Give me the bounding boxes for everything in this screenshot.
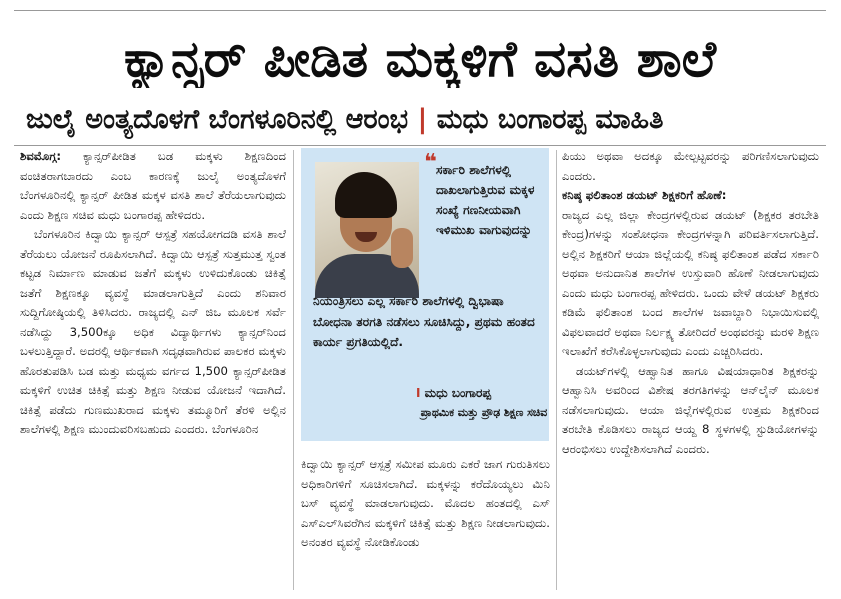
article-paragraph: ಬೆಂಗಳೂರಿನ ಕಿದ್ವಾಯಿ ಕ್ಯಾನ್ಸರ್ ಆಸ್ಪತ್ರೆ ಸಹಯೋಗದಡಿ ವಸತಿ ಶಾಲೆ ತೆರೆಯಲು ಯೋಜನೆ ರೂಪಿಸಲಾಗಿದೆ. ಕಿದ್ವಾಯಿ ಆಸ್ಪತ್ರೆ ಸುತ್ತಮುತ್ತ ಸ್ವಂತ ಕಟ್ಟಡ ನಿರ್ಮಾಣ ಮಾಡುವ ಜತೆಗೆ ಮಕ್ಕಳು ಉಳಿದುಕೊಂಡು ಚಿಕಿತ್ಸೆ ಜತೆಗೆ ಶಿಕ್ಷಣಕ್ಕೂ ವ್ಯವಸ್ಥೆ ಮಾಡಲಾಗುತ್ತಿದೆ ಎಂದು ಶನಿವಾರ ಸುದ್ದಿಗೋಷ್ಠಿಯಲ್ಲಿ ತಿಳಿಸಿದರು. ರಾಜ್ಯದಲ್ಲಿ ಎನ್ ಜಿಒ ಮೂಲಕ ಸರ್ವೆ ನಡೆಸಿದ್ದು 3,500ಕ್ಕೂ ಅಧಿಕ ವಿದ್ಯಾರ್ಥಿಗಳು ಕ್ಯಾನ್ಸರ್‌ನಿಂದ ಬಳಲುತ್ತಿದ್ದಾರೆ. ಅದರಲ್ಲಿ ಆರ್ಥಿಕವಾಗಿ ಸದೃಢವಾಗಿರುವ ಪಾಲಕರ ಮಕ್ಕಳು ಹೊರತುಪಡಿಸಿ ಬಡ ಮತ್ತು ಮಧ್ಯಮ ವರ್ಗದ 1,500 ಕ್ಯಾನ್ಸರ್‌ಪೀಡಿತ ಮಕ್ಕಳಿಗೆ ಉಚಿತ ಚಿಕಿತ್ಸೆ ಮತ್ತು ಶಿಕ್ಷಣ ನೀಡುವ ಯೋಜನೆ ಇದಾಗಿದೆ. ಚಿಕಿತ್ಸೆ ಪಡೆದು ಗುಣಮುಖರಾದ ಮಕ್ಕಳು ತಮ್ಮೂರಿಗೆ ತೆರಳಿ ಅಲ್ಲಿನ ಶಾಲೆಗಳಲ್ಲಿ ಶಿಕ್ಷಣ ಮುಂದುವರಿಸಬಹುದು ಎಂದರು. ಬೆಂಗಳೂರಿನ (20, 227, 286, 436)
quote-title: ಪ್ರಾಥಮಿಕ ಮತ್ತು ಪ್ರೌಢ ಶಿಕ್ಷಣ ಸಚಿವ (420, 406, 547, 419)
article-paragraph: ಪಿಯು ಅಥವಾ ಅದಕ್ಕೂ ಮೇಲ್ಪಟ್ಟವರನ್ನು ಪರಿಗಣಿಸಲಾಗುವುದು ಎಂದರು. (562, 149, 819, 183)
section-subheading: ಕನಿಷ್ಠ ಫಲಿತಾಂಶ ಡಯಟ್ ಶಿಕ್ಷಕರಿಗೆ ಹೊಣೆ: (562, 188, 727, 202)
minister-photo (315, 162, 419, 298)
quote-text-short: ಸರ್ಕಾರಿ ಶಾಲೆಗಳಲ್ಲಿ ದಾಖಲಾಗುತ್ತಿರುವ ಮಕ್ಕಳ ಸಂಖ್ಯೆ ಗಣನೀಯವಾಗಿ ಇಳಿಮುಖ ವಾಗುವುದನ್ನು (436, 163, 535, 237)
attribution-bar: I (416, 386, 421, 400)
quote-attribution (416, 386, 546, 401)
right-column (562, 147, 819, 459)
article-paragraph: ರಾಜ್ಯದ ಎಲ್ಲ ಜಿಲ್ಲಾ ಕೇಂದ್ರಗಳಲ್ಲಿರುವ ಡಯಟ್ (ಶಿಕ್ಷಕರ ತರಬೇತಿ ಕೇಂದ್ರ)ಗಳನ್ನು ಸಂಶೋಧನಾ ಕೇಂದ್ರಗಳನ್ನಾಗಿ ಪರಿವರ್ತಿಸಲಾಗುತ್ತಿದೆ. ಅಲ್ಲಿನ ಶಿಕ್ಷಕರಿಗೆ ಆಯಾ ಜಿಲ್ಲೆಯಲ್ಲಿ ಕನಿಷ್ಠ ಫಲಿತಾಂಶ ಪಡೆದ ಸರ್ಕಾರಿ ಅಥವಾ ಅನುದಾನಿತ ಶಾಲೆಗಳ ಉಸ್ತುವಾರಿ ಹೊಣೆ ನೀಡಲಾಗುವುದು ಎಂದು ಮಧು ಬಂಗಾರಪ್ಪ ಹೇಳಿದರು. ಒಂದು ವೇಳೆ ಡಯಟ್ ಶಿಕ್ಷಕರು ಕಡಿಮೆ ಫಲಿತಾಂಶ ಬಂದ ಶಾಲೆಗಳ ಜವಾಬ್ದಾರಿ ನಿಭಾಯಿಸುವಲ್ಲಿ ವಿಫಲವಾದರೆ ಅಥವಾ ನಿರ್ಲಕ್ಷ್ಯ ತೋರಿದರೆ ಅಂಥವರನ್ನು ಮರಳಿ ಶಿಕ್ಷಣ ಇಲಾಖೆಗೆ ಕರೆಸಿಕೊಳ್ಳಲಾಗುವುದು ಎಂದು ಎಚ್ಚರಿಸಿದರು. (562, 207, 819, 358)
article-text: ಕ್ಯಾನ್ಸರ್‌ಪೀಡಿತ ಬಡ ಮಕ್ಕಳು ಶಿಕ್ಷಣದಿಂದ ವಂಚಿತರಾಗಬಾರದು ಎಂಬ ಕಾರಣಕ್ಕೆ ಜುಲೈ ಅಂತ್ಯದೊಳಗೆ ಬೆಂಗಳೂರಿನಲ್ಲಿ ಕ್ಯಾನ್ಸರ್ ಪೀಡಿತ ಮಕ್ಕಳ ವಸತಿ ಶಾಲೆ ತೆರೆಯಲಾಗುವುದು ಎಂದು ಶಿಕ್ಷಣ ಸಚಿವ ಮಧು ಬಂಗಾರಪ್ಪ ಹೇಳಿದರು. (20, 149, 287, 222)
quote-mark-icon: ❝ (424, 150, 437, 175)
headline: ಕ್ಯಾನ್ಸರ್ ಪೀಡಿತ ಮಕ್ಕಳಿಗೆ ವಸತಿ ಶಾಲೆ (123, 30, 717, 88)
subheadline-left: ಜುಲೈ ಅಂತ್ಯದೊಳಗೆ ಬೆಂಗಳೂರಿನಲ್ಲಿ ಆರಂಭ (26, 104, 409, 135)
article-paragraph: ಕಿದ್ವಾಯಿ ಕ್ಯಾನ್ಸರ್ ಆಸ್ಪತ್ರೆ ಸಮೀಪ ಮೂರು ಎಕರೆ ಜಾಗ ಗುರುತಿಸಲು ಅಧಿಕಾರಿಗಳಿಗೆ ಸೂಚಿಸಲಾಗಿದೆ. ಮಕ್ಕಳನ್ನು ಕರೆದೊಯ್ಯಲು ಮಿನಿ ಬಸ್ ವ್ಯವಸ್ಥೆ ಮಾಡಲಾಗುವುದು. ಮೊದಲ ಹಂತದಲ್ಲಿ ಎಸ್ ಎಸ್‌ಎಲ್‌ಸಿವರೆಗಿನ ಮಕ್ಕಳಿಗೆ ಚಿಕಿತ್ಸೆ ಮತ್ತು ಶಿಕ್ಷಣ ನೀಡಲಾಗುವುದು. ಅನಂತರ ವ್ಯವಸ್ಥೆ ನೋಡಿಕೊಂಡು (301, 457, 550, 549)
subheadline-right: ಮಧು ಬಂಗಾರಪ್ಪ ಮಾಹಿತಿ (436, 104, 664, 135)
middle-column (301, 455, 550, 553)
subheadline (26, 98, 816, 142)
column-divider (293, 150, 294, 590)
dateline: ಶಿವಮೊಗ್ಗ: (20, 149, 61, 163)
article-paragraph: ಡಯಟ್‌ಗಳಲ್ಲಿ ಆಹ್ವಾನಿತ ಹಾಗೂ ವಿಷಯಾಧಾರಿತ ಶಿಕ್ಷಕರನ್ನು ಆಹ್ವಾನಿಸಿ ಅವರಿಂದ ವಿಶೇಷ ತರಗತಿಗಳನ್ನು ಆನ್‌ಲೈನ್ ಮೂಲಕ ನಡೆಸಲಾಗುವುದು. ಆಯಾ ಜಿಲ್ಲೆಗಳಲ್ಲಿರುವ ಉತ್ತಮ ಶಿಕ್ಷಕರಿಂದ ತರಬೇತಿ ಕೊಡಿಸಲು ರಾಜ್ಯದ ಆಯ್ದ 8 ಸ್ಥಳಗಳಲ್ಲಿ ಸ್ಟುಡಿಯೋಗಳನ್ನು ಆರಂಭಿಸಲು ಉದ್ದೇಶಿಸಲಾಗಿದೆ ಎಂದರು. (562, 363, 819, 456)
quote-text-long: ನಿಯಂತ್ರಿಸಲು ಎಲ್ಲ ಸರ್ಕಾರಿ ಶಾಲೆಗಳಲ್ಲಿ ದ್ವಿಭಾಷಾ ಬೋಧನಾ ತರಗತಿ ನಡೆಸಲು ಸೂಚಿಸಿದ್ದು, ಪ್ರಥಮ ಹಂತದ ಕಾರ್ಯ ಪ್ರಗತಿಯಲ್ಲಿದೆ. (313, 294, 535, 349)
top-rule (14, 10, 826, 11)
quote-name: ಮಧು ಬಂಗಾರಪ್ಪ (424, 386, 491, 400)
subheadline-rule (14, 145, 826, 146)
column-divider (556, 150, 557, 590)
subheadline-separator: | (417, 104, 428, 135)
article-paragraph (20, 147, 286, 225)
left-column (20, 147, 286, 440)
